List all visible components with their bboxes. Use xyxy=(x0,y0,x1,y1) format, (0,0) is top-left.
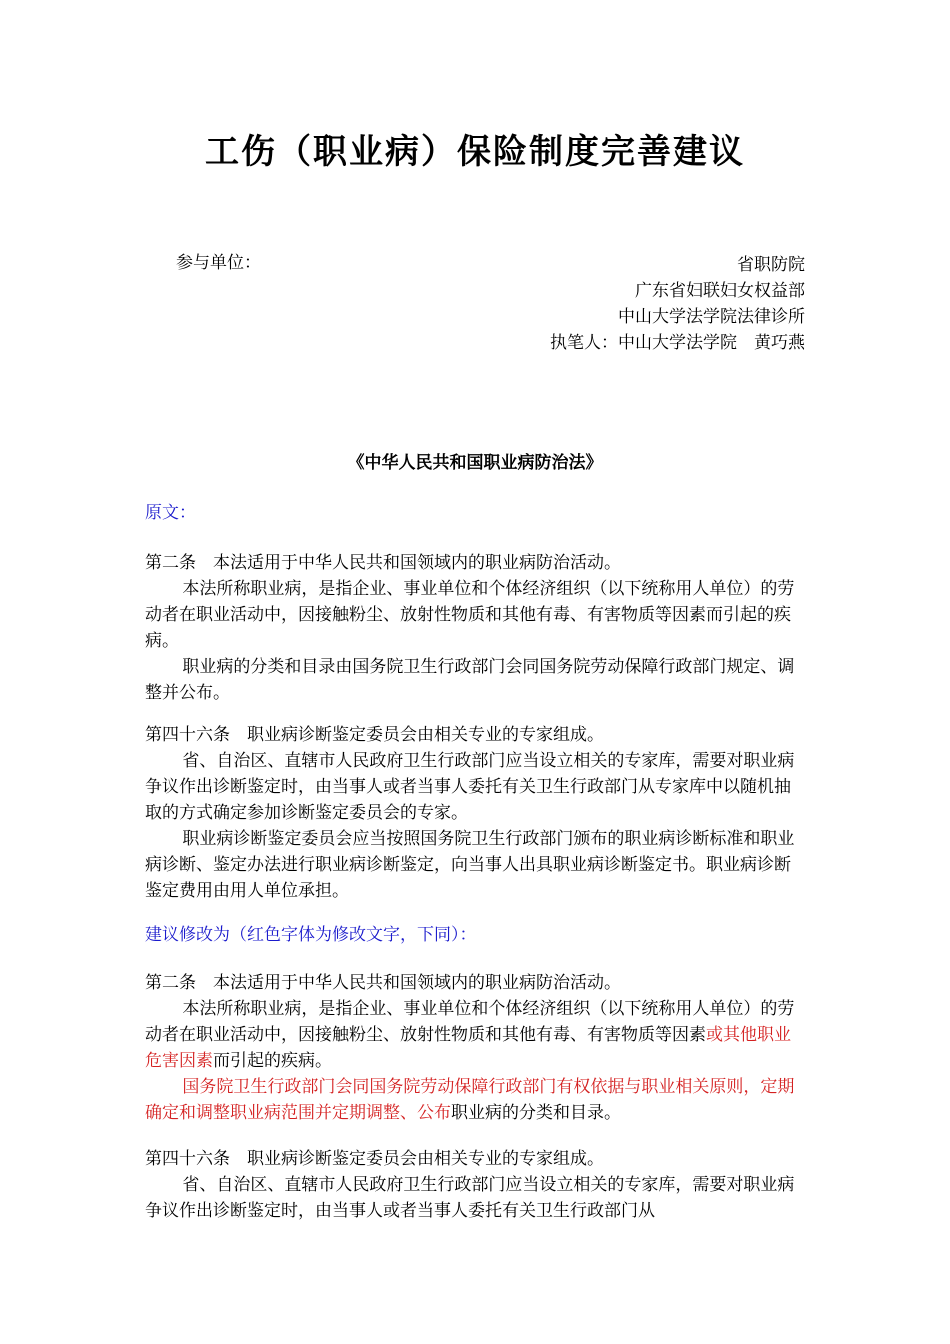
revised-a46-p1: 第四十六条 职业病诊断鉴定委员会由相关专业的专家组成。 xyxy=(145,1149,604,1169)
revised-a2-p2-red: 或其他职业危害因素 xyxy=(145,1025,791,1071)
original-a46-p3: 职业病诊断鉴定委员会应当按照国务院卫生行政部门颁布的职业病诊断标准和职业病诊断、鉴定办法进行职业病诊断鉴定，向当事人出具职业病诊断鉴定书。职业病诊断鉴定费用由用人单位承担。 xyxy=(145,829,795,901)
participants-label: 参与单位： xyxy=(176,253,261,273)
original-a2-p2: 本法所称职业病，是指企业、事业单位和个体经济组织（以下统称用人单位）的劳动者在职业活动中，因接触粉尘、放射性物质和其他有毒、有害物质等因素而引起的疾病。 xyxy=(145,579,795,651)
revised-a2-p1: 第二条 本法适用于中华人民共和国领域内的职业病防治活动。 xyxy=(145,973,621,993)
law-title: 《中华人民共和国职业病防治法》 xyxy=(347,453,603,473)
author-line: 执笔人：中山大学法学院 黄巧燕 xyxy=(550,333,805,353)
revised-a2-p2-text-a: 本法所称职业病，是指企业、事业单位和个体经济组织（以下统称用人单位）的劳动者在职业活动中，因接触粉尘、放射性物质和其他有毒、有害物质等因素 xyxy=(145,999,795,1045)
participant-2: 广东省妇联妇女权益部 xyxy=(635,281,805,301)
revised-a2-p3-text-b: 职业病的分类和目录。 xyxy=(451,1103,621,1123)
revised-heading-block xyxy=(145,922,805,948)
revised-a2-p3 xyxy=(145,1074,805,1126)
document-title: 工伤（职业病）保险制度完善建议 xyxy=(205,132,745,172)
revised-a46-p2: 省、自治区、直辖市人民政府卫生行政部门应当设立相关的专家库，需要对职业病争议作出诊断鉴定时，由当事人或者当事人委托有关卫生行政部门从 xyxy=(145,1175,795,1221)
original-a46-p1: 第四十六条 职业病诊断鉴定委员会由相关专业的专家组成。 xyxy=(145,725,604,745)
original-a2-p1: 第二条 本法适用于中华人民共和国领域内的职业病防治活动。 xyxy=(145,553,621,573)
original-a2-p3: 职业病的分类和目录由国务院卫生行政部门会同国务院劳动保障行政部门规定、调整并公布。 xyxy=(145,657,795,703)
revised-a2-p2-text-b: 而引起的疾病。 xyxy=(213,1051,332,1071)
participant-1: 省职防院 xyxy=(737,255,805,275)
revised-a2-p3-red: 国务院卫生行政部门会同国务院劳动保障行政部门有权依据与职业相关原则，定期确定和调整职业病范围并定期调整、公布 xyxy=(145,1077,795,1123)
original-article-46 xyxy=(145,722,805,904)
revised-a2-p2 xyxy=(145,996,805,1074)
original-article-2 xyxy=(145,550,805,706)
revised-article-46 xyxy=(145,1146,805,1224)
original-a46-p2: 省、自治区、直辖市人民政府卫生行政部门应当设立相关的专家库，需要对职业病争议作出诊断鉴定时，由当事人或者当事人委托有关卫生行政部门从专家库中以随机抽取的方式确定参加诊断鉴定委员会的专家。 xyxy=(145,751,795,823)
original-heading: 原文： xyxy=(145,503,196,523)
revised-heading: 建议修改为（红色字体为修改文字，下同）： xyxy=(145,925,477,945)
revised-article-2 xyxy=(145,970,805,1126)
participant-3: 中山大学法学院法律诊所 xyxy=(618,307,805,327)
original-heading-block xyxy=(145,500,805,526)
participants-block xyxy=(550,252,805,356)
